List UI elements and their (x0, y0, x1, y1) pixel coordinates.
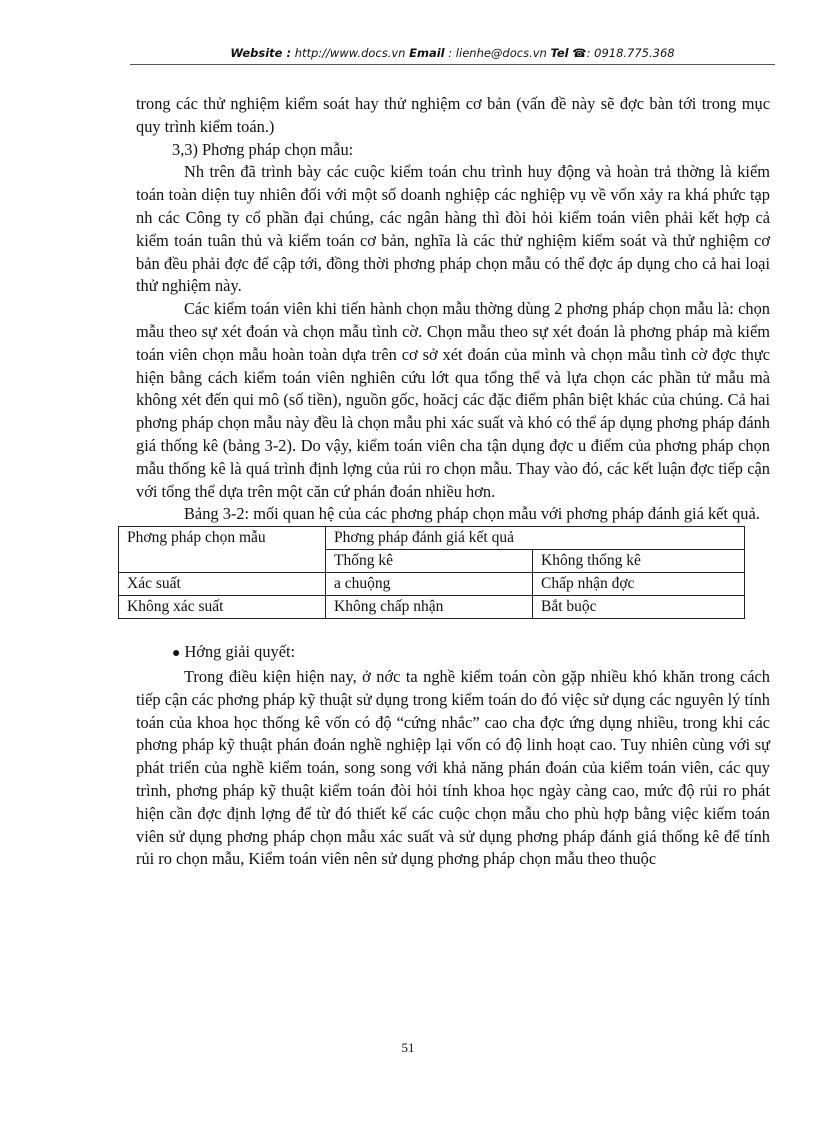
phone-icon: ☎ (572, 46, 587, 60)
paragraph-1: trong các thử nghiệm kiểm soát hay thử nghiệm cơ bản (vấn đề này sẽ đợc bàn tới trong mục quy trình kiểm toán.) (136, 94, 770, 136)
tel-label: Tel (550, 46, 569, 60)
table-header-cell: Phơng pháp đánh giá kết quả (326, 527, 745, 550)
paragraph-4: Trong điều kiện hiện nay, ở nớc ta nghề kiểm toán còn gặp nhiều khó khăn trong cách tiếp cận các phơng pháp kỹ thuật sử dụng trong kiểm toán do đó việc sử dụng các nguyên lý tính toán của khoa học thống kê vốn có độ “cứng nhắc” cao cha đợc ứng dụng nhiều, trong khi các phơng pháp kỹ thuật phán đoán nghề nghiệp lại vốn có độ linh hoạt cao. Tuy nhiên cùng với sự phát triển của nghề kiểm toán, song song với khả năng phán đoán của kiểm toán viên, các quy trình, phơng pháp kỹ thuật kiểm toán đòi hỏi tính khoa học ngày càng cao, mức độ rủi ro phát hiện cần đợc định lợng để từ đó thiết kế các cuộc chọn mẫu cho phù hợp bằng việc kiểm toán viên sử dụng phơng pháp chọn mẫu xác suất và sử dụng phơng pháp đánh giá thống kê để tính rủi ro chọn mẫu, Kiểm toán viên nên sử dụng phơng pháp chọn mẫu theo thuộc (136, 666, 770, 869)
phone-number: : 0918.775.368 (586, 46, 675, 60)
table-row (119, 573, 745, 596)
email-label: Email (409, 46, 445, 60)
table-subheader-cell: Không thống kê (533, 550, 745, 573)
table-subheader-cell: Thống kê (326, 550, 533, 573)
header-divider (130, 64, 775, 65)
table-cell: Không chấp nhận (326, 596, 533, 619)
sampling-methods-table (118, 526, 745, 619)
section-heading: 3,3) Phơng pháp chọn mẫu: (172, 139, 354, 159)
page-header (130, 46, 775, 60)
bullet-heading: Hớng giải quyết: (184, 642, 296, 662)
table-header-row (119, 527, 745, 550)
table-cell: a chuộng (326, 573, 533, 596)
page-body (127, 93, 770, 871)
table-row (119, 596, 745, 619)
paragraph-3: Các kiểm toán viên khi tiến hành chọn mẫu thờng dùng 2 phơng pháp chọn mẫu là: chọn mẫu theo sự xét đoán và chọn mẫu tình cờ. Chọn mẫu theo sự xét đoán là phơng pháp mà kiểm toán viên chọn mẫu hoàn toàn dựa trên cơ sở xét đoán của mình và chọn mẫu tình cờ đợc thực hiện bằng cách kiểm toán viên nghiên cứu lớt qua tổng thể và lựa chọn các phần tử mẫu mà không xét đến qui mô (số tiền), nguồn gốc, hoăcj các đặc điểm phân biệt khác của chúng. Cả hai phơng pháp chọn mẫu này đều là chọn mẫu phi xác suất và khó có thể áp dụng phơng pháp đánh giá thống kê (bảng 3-2). Do vậy, kiểm toán viên cha tận dụng đợc u điểm của phơng pháp chọn mẫu thống kê là quá trình định lợng của rủi ro chọn mẫu. Thay vào đó, các kết luận đợc tiếp cận với tổng thể dựa trên một căn cứ phán đoán nhiều hơn. (136, 299, 770, 501)
table-cell: Chấp nhận đợc (533, 573, 745, 596)
table-caption: Bảng 3-2: mối quan hệ của các phơng pháp chọn mẫu với phơng pháp đánh giá kết quả. (184, 504, 760, 524)
table-cell: Không xác suất (119, 596, 326, 619)
bullet-icon: ● (172, 646, 181, 662)
paragraph-2: Nh trên đã trình bày các cuộc kiểm toán chu trình huy động và hoàn trả thờng là kiểm toán toàn diện tuy nhiên đối với một số doanh nghiệp các nghiệp vụ về vốn xảy ra khá phức tạp nh các Công ty cổ phần đại chúng, các ngân hàng thì đòi hỏi kiểm toán viên phải kết hợp cả kiểm toán tuân thủ và kiểm toán cơ bản, nghĩa là các thử nghiệm kiểm soát và thử nghiệm cơ bản đều phải đợc để cập tới, đồng thời phơng pháp chọn mẫu có thể đợc áp dụng cho cả hai loại thử nghiệm này. (136, 162, 770, 296)
email-address[interactable]: : lienhe@docs.vn (448, 46, 547, 60)
website-url[interactable]: http://www.docs.vn (294, 46, 406, 60)
website-label: Website : (230, 46, 292, 60)
bullet-heading-line (136, 641, 770, 666)
table-cell: Bắt buộc (533, 596, 745, 619)
table-header-cell: Phơng pháp chọn mẫu (119, 527, 326, 573)
page-number: 51 (401, 1040, 415, 1055)
table-cell: Xác suất (119, 573, 326, 596)
